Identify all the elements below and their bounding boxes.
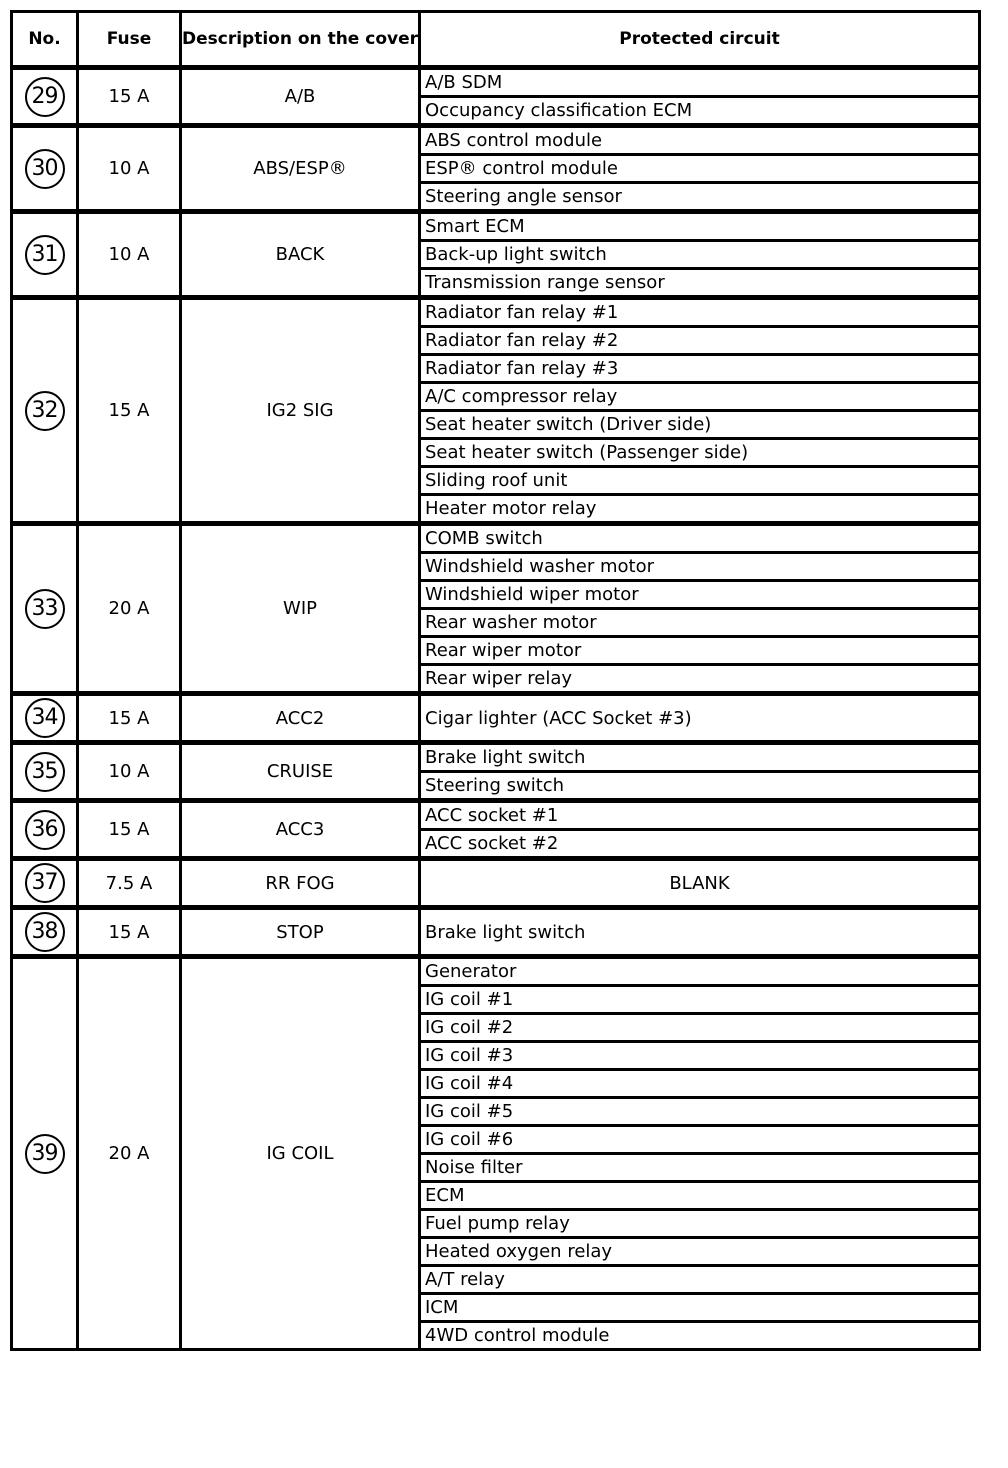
fuse-number-cell: [12, 743, 78, 801]
protected-circuit: Transmission range sensor: [420, 269, 980, 298]
fuse-group: [12, 298, 980, 524]
fuse-number: 32: [25, 391, 65, 431]
protected-circuit: Heated oxygen relay: [420, 1238, 980, 1266]
protected-circuit: ICM: [420, 1294, 980, 1322]
header-fuse: Fuse: [78, 12, 181, 68]
table-row: [12, 212, 980, 241]
fuse-rating: 10 A: [78, 743, 181, 801]
protected-circuit: Rear wiper relay: [420, 665, 980, 694]
protected-circuit: Radiator fan relay #1: [420, 298, 980, 327]
cover-description: CRUISE: [181, 743, 420, 801]
header-description: Description on the cover: [181, 12, 420, 68]
fuse-number: 37: [25, 863, 65, 903]
protected-circuit: IG coil #3: [420, 1042, 980, 1070]
fuse-group: [12, 212, 980, 298]
fuse-rating: 10 A: [78, 126, 181, 212]
fuse-rating: 7.5 A: [78, 859, 181, 908]
protected-circuit: IG coil #4: [420, 1070, 980, 1098]
table-row: [12, 298, 980, 327]
protected-circuit: Smart ECM: [420, 212, 980, 241]
protected-circuit: Seat heater switch (Driver side): [420, 411, 980, 439]
protected-circuit: Brake light switch: [420, 743, 980, 772]
fuse-rating: 15 A: [78, 68, 181, 126]
protected-circuit: Seat heater switch (Passenger side): [420, 439, 980, 467]
protected-circuit: Heater motor relay: [420, 495, 980, 524]
fuse-number-cell: [12, 859, 78, 908]
protected-circuit: Radiator fan relay #2: [420, 327, 980, 355]
protected-circuit: ECM: [420, 1182, 980, 1210]
table-row: [12, 957, 980, 986]
fuse-table-page: [10, 10, 978, 1351]
cover-description: ABS/ESP®: [181, 126, 420, 212]
protected-circuit: ESP® control module: [420, 155, 980, 183]
protected-circuit: Generator: [420, 957, 980, 986]
cover-description: A/B: [181, 68, 420, 126]
fuse-rating: 15 A: [78, 694, 181, 743]
cover-description: IG2 SIG: [181, 298, 420, 524]
table-row: [12, 743, 980, 772]
protected-circuit: COMB switch: [420, 524, 980, 553]
protected-circuit: A/T relay: [420, 1266, 980, 1294]
fuse-number-cell: [12, 524, 78, 694]
fuse-rating: 15 A: [78, 801, 181, 859]
fuse-rating: 20 A: [78, 957, 181, 1350]
fuse-group: [12, 524, 980, 694]
fuse-number-cell: [12, 212, 78, 298]
cover-description: WIP: [181, 524, 420, 694]
table-row: [12, 859, 980, 908]
fuse-number-cell: [12, 908, 78, 957]
protected-circuit: BLANK: [420, 859, 980, 908]
table-row: [12, 126, 980, 155]
protected-circuit: Steering angle sensor: [420, 183, 980, 212]
fuse-group: [12, 126, 980, 212]
protected-circuit: ACC socket #1: [420, 801, 980, 830]
table-row: [12, 908, 980, 957]
protected-circuit: A/B SDM: [420, 68, 980, 97]
fuse-number: 30: [25, 149, 65, 189]
protected-circuit: Steering switch: [420, 772, 980, 801]
protected-circuit: IG coil #2: [420, 1014, 980, 1042]
cover-description: BACK: [181, 212, 420, 298]
fuse-number-cell: [12, 126, 78, 212]
protected-circuit: 4WD control module: [420, 1322, 980, 1350]
protected-circuit: Windshield wiper motor: [420, 581, 980, 609]
cover-description: STOP: [181, 908, 420, 957]
fuse-rating: 20 A: [78, 524, 181, 694]
fuse-group: [12, 743, 980, 801]
protected-circuit: Sliding roof unit: [420, 467, 980, 495]
protected-circuit: ABS control module: [420, 126, 980, 155]
fuse-number-cell: [12, 801, 78, 859]
table-row: [12, 801, 980, 830]
fuse-table: [10, 10, 981, 1351]
cover-description: IG COIL: [181, 957, 420, 1350]
header-row: [12, 12, 980, 68]
protected-circuit: Windshield washer motor: [420, 553, 980, 581]
protected-circuit: Noise filter: [420, 1154, 980, 1182]
protected-circuit: Rear washer motor: [420, 609, 980, 637]
protected-circuit: Rear wiper motor: [420, 637, 980, 665]
fuse-number: 31: [25, 235, 65, 275]
fuse-number: 39: [25, 1134, 65, 1174]
fuse-number-cell: [12, 298, 78, 524]
fuse-number: 33: [25, 589, 65, 629]
header-no: No.: [12, 12, 78, 68]
fuse-rating: 15 A: [78, 908, 181, 957]
header-protected-circuit: Protected circuit: [420, 12, 980, 68]
protected-circuit: Brake light switch: [420, 908, 980, 957]
protected-circuit: IG coil #1: [420, 986, 980, 1014]
protected-circuit: Back-up light switch: [420, 241, 980, 269]
fuse-rating: 15 A: [78, 298, 181, 524]
protected-circuit: Radiator fan relay #3: [420, 355, 980, 383]
fuse-number: 38: [25, 912, 65, 952]
cover-description: RR FOG: [181, 859, 420, 908]
fuse-number: 34: [25, 698, 65, 738]
protected-circuit: IG coil #5: [420, 1098, 980, 1126]
fuse-number-cell: [12, 957, 78, 1350]
fuse-number: 29: [25, 77, 65, 117]
protected-circuit: Cigar lighter (ACC Socket #3): [420, 694, 980, 743]
protected-circuit: IG coil #6: [420, 1126, 980, 1154]
fuse-group: [12, 694, 980, 743]
protected-circuit: Fuel pump relay: [420, 1210, 980, 1238]
protected-circuit: Occupancy classification ECM: [420, 97, 980, 126]
fuse-group: [12, 801, 980, 859]
cover-description: ACC3: [181, 801, 420, 859]
fuse-group: [12, 957, 980, 1350]
cover-description: ACC2: [181, 694, 420, 743]
fuse-number: 36: [25, 810, 65, 850]
fuse-number: 35: [25, 752, 65, 792]
fuse-rating: 10 A: [78, 212, 181, 298]
fuse-group: [12, 908, 980, 957]
fuse-group: [12, 859, 980, 908]
table-row: [12, 694, 980, 743]
table-row: [12, 68, 980, 97]
fuse-number-cell: [12, 694, 78, 743]
protected-circuit: A/C compressor relay: [420, 383, 980, 411]
fuse-number-cell: [12, 68, 78, 126]
protected-circuit: ACC socket #2: [420, 830, 980, 859]
table-row: [12, 524, 980, 553]
fuse-group: [12, 68, 980, 126]
